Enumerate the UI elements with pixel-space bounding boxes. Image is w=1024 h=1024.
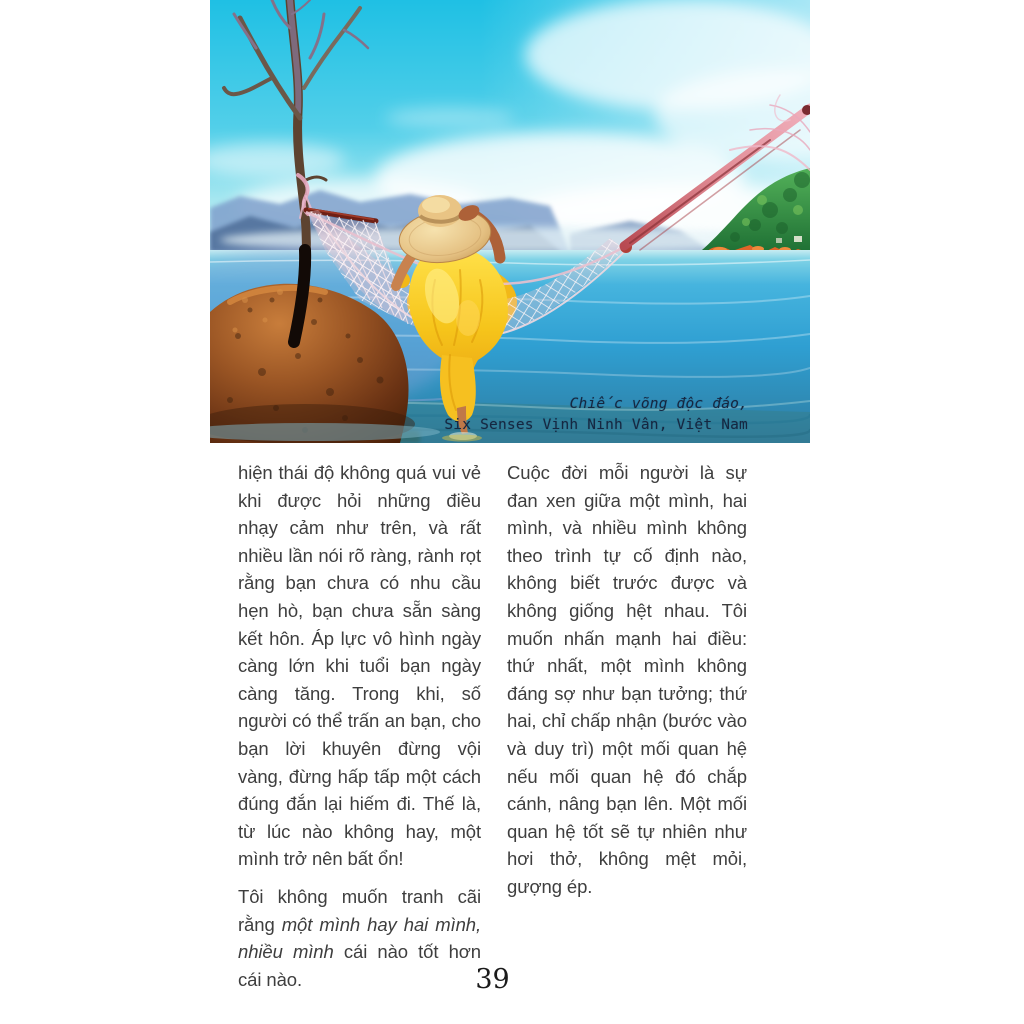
paragraph: hiện thái độ không quá vui vẻ khi được hỏi những điều nhạy cảm như trên, và rất nhiều lần nói rõ ràng, rành rọt rằng bạn chưa có nhu cầu hẹn hò, bạn chưa sẵn sàng kết hôn. Áp lực vô hình ngày càng lớn khi tuổi bạn ngày càng tăng. Trong khi, số người có thể trấn an bạn, cho bạn lời khuyên đừng vội vàng, đừng hấp tấp một cách đúng đắn lại hiếm đi. Thế là, từ lúc nào không hay, một mình trở nên bất ổn! (238, 462, 481, 870)
paragraph: Cuộc đời mỗi người là sự đan xen giữa một mình, hai mình, và nhiều mình không theo trình tự cố định nào, không biết trước được và không giống hệt nhau. Tôi muốn nhấn mạnh hai điều: thứ nhất, một mình không đáng sợ như bạn tưởng; thứ hai, chỉ chấp nhận (bước vào và duy trì) một mối quan hệ nếu mối quan hệ đó chắp cánh, nâng bạn lên. Một mối quan hệ tốt sẽ tự nhiên như hơi thở, không mệt mỏi, gượng ép. (507, 462, 747, 897)
left-column (238, 459, 481, 1003)
photo-illustration (210, 0, 810, 443)
right-column (507, 459, 747, 1003)
caption-line-1: Chiếc võng độc đáo, (569, 396, 748, 412)
page-number: 39 (475, 964, 510, 995)
text-columns (238, 459, 747, 1003)
paragraph-emphasis: một mình hay hai mình, nhiều mình (238, 913, 481, 963)
photo-caption (444, 394, 748, 436)
caption-line-2: Six Senses Vịnh Ninh Vân, Việt Nam (444, 417, 748, 433)
paragraph-text: Tôi không muốn tranh cãi rằng (238, 885, 481, 935)
photo (210, 0, 810, 443)
paragraph-text: cái nào tốt hơn cái nào. (238, 941, 481, 990)
